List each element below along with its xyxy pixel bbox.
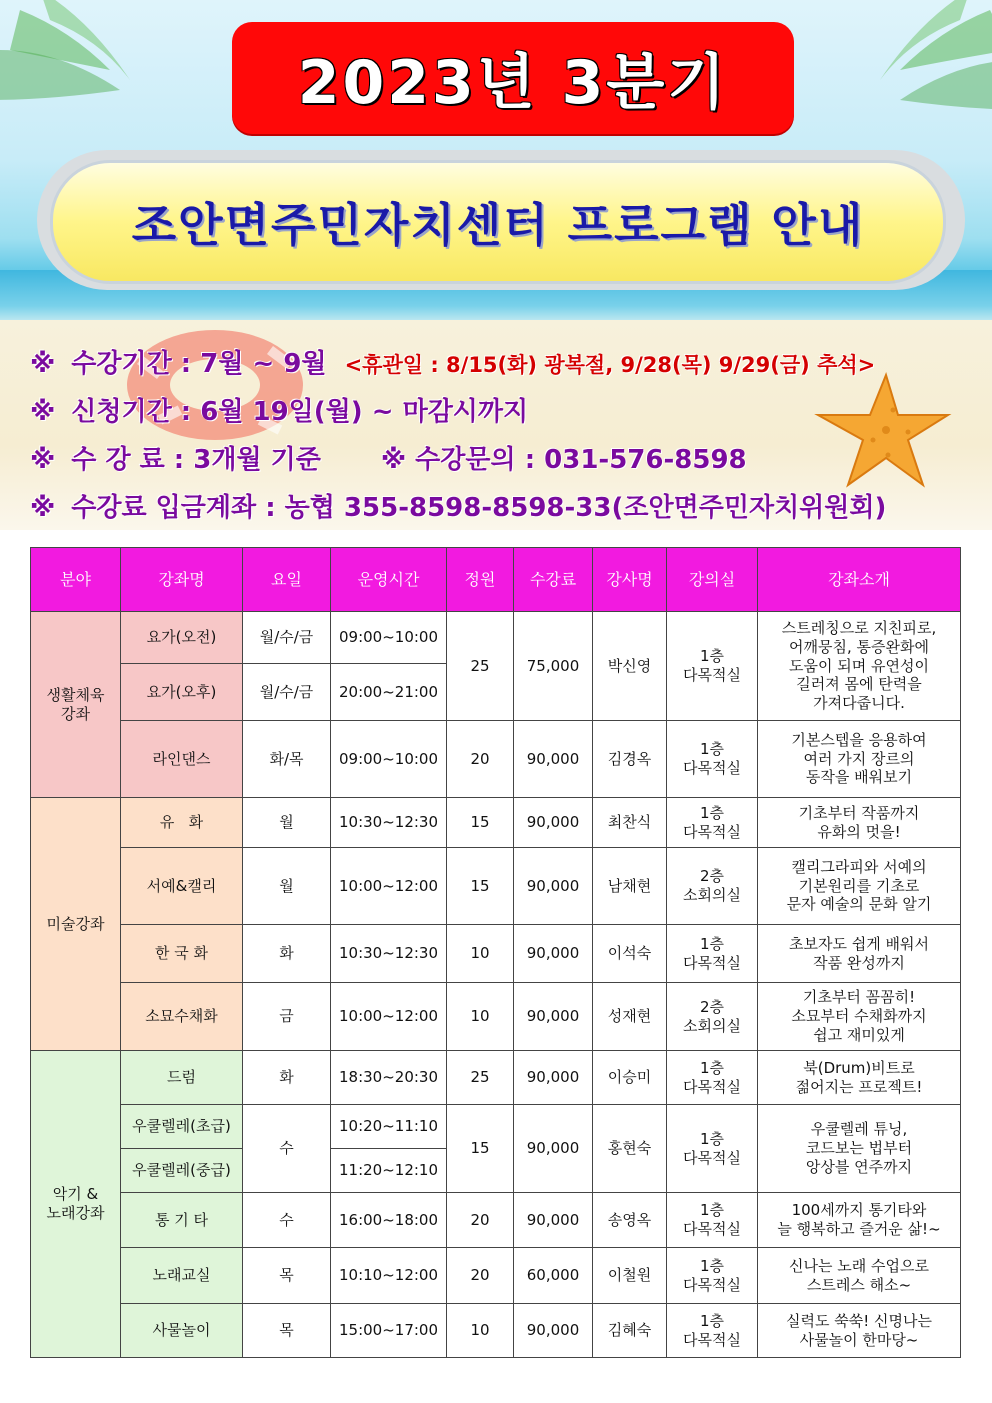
room-name: 다목적실: [683, 953, 741, 972]
desc-line: 길러져 몸에 탄력을: [796, 675, 922, 694]
header-day: 요일: [243, 548, 331, 612]
course-teacher: 이석숙: [593, 925, 667, 983]
account-line: [30, 487, 886, 524]
room-floor: 2층: [699, 867, 725, 886]
category-name: 노래강좌: [46, 1204, 105, 1222]
year-title: 2023년 3분기: [297, 48, 729, 118]
table-row: [31, 848, 961, 925]
course-fee: 90,000: [514, 798, 593, 848]
header-course: 강좌명: [121, 548, 243, 612]
apply-period-line: [30, 391, 528, 428]
course-time: 10:20~11:10: [331, 1105, 447, 1149]
header-category: 분야: [31, 548, 121, 612]
desc-line: 유화의 멋을!: [817, 822, 901, 841]
course-teacher: 성재현: [593, 983, 667, 1051]
course-time: 10:30~12:30: [331, 925, 447, 983]
table-header-row: [31, 548, 961, 612]
course-day: 화/목: [243, 721, 331, 798]
course-room: [667, 1248, 758, 1304]
course-name: 드럼: [121, 1051, 243, 1105]
course-time: 15:00~17:00: [331, 1304, 447, 1358]
room-floor: 2층: [699, 997, 725, 1016]
room-floor: 1층: [699, 934, 725, 953]
palm-tree-icon: [770, 0, 992, 170]
course-fee: 90,000: [514, 925, 593, 983]
reference-mark: ※: [30, 397, 56, 427]
course-capacity: 10: [447, 983, 514, 1051]
course-time: 10:30~12:30: [331, 798, 447, 848]
desc-line: 기초부터 꼼꼼히!: [802, 988, 916, 1007]
course-day: 화: [243, 925, 331, 983]
course-period: 수강기간 : 7월 ~ 9월: [71, 349, 327, 379]
course-capacity: 15: [447, 1105, 514, 1193]
course-time: 10:00~12:00: [331, 983, 447, 1051]
table-row: [31, 1248, 961, 1304]
course-day: 목: [243, 1248, 331, 1304]
room-floor: 1층: [699, 1129, 725, 1148]
desc-line: 스트레스 해소~: [806, 1275, 912, 1294]
desc-line: 늘 행복하고 즐거운 삶!~: [777, 1220, 941, 1238]
course-fee: 90,000: [514, 721, 593, 798]
course-name: 우쿨렐레(초급): [121, 1105, 243, 1149]
desc-line: 우쿨렐레 튜닝,: [810, 1120, 908, 1139]
course-room: [667, 1193, 758, 1248]
course-teacher: 남채현: [593, 848, 667, 925]
room-floor: 1층: [699, 1201, 725, 1220]
category-name: 강좌: [61, 704, 90, 723]
course-time: 20:00~21:00: [331, 664, 447, 721]
course-name: 우쿨렐레(중급): [121, 1149, 243, 1193]
category-cell: [31, 612, 121, 798]
course-name: 통 기 타: [121, 1193, 243, 1248]
table-row: [31, 1304, 961, 1358]
starfish-icon: [798, 370, 958, 490]
course-description: [758, 1105, 961, 1193]
table-row: [31, 1193, 961, 1248]
course-room: [667, 1105, 758, 1193]
course-day: 월/수/금: [243, 612, 331, 664]
course-name: 라인댄스: [121, 721, 243, 798]
course-room: [667, 612, 758, 721]
course-description: [758, 983, 961, 1051]
header-capacity: 정원: [447, 548, 514, 612]
room-name: 다목적실: [683, 666, 741, 684]
desc-line: 앙상블 연주까지: [805, 1157, 913, 1176]
room-floor: 1층: [699, 647, 725, 666]
apply-period: 신청기간 : 6월 19일(월) ~ 마감시까지: [71, 397, 529, 427]
course-fee: 60,000: [514, 1248, 593, 1304]
room-name: 다목적실: [683, 1330, 741, 1349]
course-teacher: 홍현숙: [593, 1105, 667, 1193]
course-capacity: 20: [447, 1193, 514, 1248]
course-room: [667, 798, 758, 848]
course-description: [758, 1304, 961, 1358]
course-fee: 90,000: [514, 1304, 593, 1358]
fee-line: [30, 439, 747, 476]
category-name: 악기 &: [52, 1185, 99, 1204]
course-description: [758, 1051, 961, 1105]
course-teacher: 박신영: [593, 612, 667, 721]
table-row: [31, 798, 961, 848]
room-name: 다목적실: [683, 1077, 741, 1096]
course-time: 18:30~20:30: [331, 1051, 447, 1105]
course-fee: 90,000: [514, 848, 593, 925]
course-capacity: 20: [447, 1248, 514, 1304]
course-time: 09:00~10:00: [331, 612, 447, 664]
room-name: 다목적실: [683, 1275, 741, 1294]
course-time: 10:00~12:00: [331, 848, 447, 925]
desc-line: 캘리그라피와 서예의: [791, 857, 927, 876]
course-teacher: 이철원: [593, 1248, 667, 1304]
course-room: [667, 1051, 758, 1105]
table-row: [31, 1105, 961, 1149]
reference-mark: ※: [30, 349, 56, 379]
course-day: 수: [243, 1105, 331, 1193]
course-description: [758, 925, 961, 983]
table-row: [31, 612, 961, 664]
room-floor: 1층: [699, 1311, 725, 1330]
room-floor: 1층: [699, 1058, 725, 1077]
reference-mark: ※: [30, 445, 56, 475]
course-teacher: 최찬식: [593, 798, 667, 848]
desc-line: 기본원리를 기초로: [798, 876, 920, 895]
course-name: 유 화: [121, 798, 243, 848]
course-name: 소묘수채화: [121, 983, 243, 1051]
holiday-note: <휴관일 : 8/15(화) 광복절, 9/28(목) 9/29(금) 추석>: [344, 353, 876, 377]
course-name: 노래교실: [121, 1248, 243, 1304]
desc-line: 스트레칭으로 지친피로,: [781, 619, 937, 638]
course-period-line: [30, 343, 875, 380]
program-table: [30, 547, 961, 1358]
year-banner: [232, 22, 794, 134]
table-row: [31, 925, 961, 983]
course-capacity: 10: [447, 925, 514, 983]
room-name: 다목적실: [683, 1148, 741, 1167]
course-name: 요가(오후): [121, 664, 243, 721]
bank-account: 수강료 입금계좌 : 농협 355-8598-8598-33(조안면주민자치위원회): [71, 493, 887, 523]
room-name: 소회의실: [683, 886, 741, 904]
course-teacher: 이승미: [593, 1051, 667, 1105]
course-description: [758, 798, 961, 848]
course-capacity: 15: [447, 848, 514, 925]
desc-line: 신나는 노래 수업으로: [789, 1256, 929, 1275]
fee-basis: 수 강 료 : 3개월 기준: [71, 445, 321, 475]
course-fee: 90,000: [514, 1051, 593, 1105]
course-room: [667, 721, 758, 798]
course-fee: 75,000: [514, 612, 593, 721]
course-room: [667, 925, 758, 983]
course-description: [758, 721, 961, 798]
title-banner: [50, 160, 946, 284]
course-teacher: 김혜숙: [593, 1304, 667, 1358]
course-day: 월: [243, 848, 331, 925]
desc-line: 실력도 쑥쑥! 신명나는: [786, 1311, 932, 1330]
category-name: 미술강좌: [46, 914, 105, 933]
room-floor: 1층: [699, 803, 725, 822]
room-name: 다목적실: [683, 759, 741, 777]
inquiry-phone: ※ 수강문의 : 031-576-8598: [380, 445, 747, 475]
course-time: 16:00~18:00: [331, 1193, 447, 1248]
course-day: 월: [243, 798, 331, 848]
header-description: 강좌소개: [758, 548, 961, 612]
course-capacity: 20: [447, 721, 514, 798]
course-time: 11:20~12:10: [331, 1149, 447, 1193]
desc-line: 기본스텝을 응용하여: [791, 730, 927, 749]
swim-ring-icon: [120, 320, 310, 450]
course-fee: 90,000: [514, 1193, 593, 1248]
course-capacity: 15: [447, 798, 514, 848]
course-day: 목: [243, 1304, 331, 1358]
course-name: 서예&캘리: [121, 848, 243, 925]
desc-line: 젊어지는 프로젝트!: [795, 1077, 923, 1096]
header-room: 강의실: [667, 548, 758, 612]
course-capacity: 10: [447, 1304, 514, 1358]
header-teacher: 강사명: [593, 548, 667, 612]
course-teacher: 송영옥: [593, 1193, 667, 1248]
room-floor: 1층: [699, 740, 725, 759]
course-time: 09:00~10:00: [331, 721, 447, 798]
course-description: [758, 848, 961, 925]
course-name: 한 국 화: [121, 925, 243, 983]
room-name: 다목적실: [683, 1220, 741, 1238]
category-cell: [31, 1051, 121, 1358]
desc-line: 쉽고 재미있게: [813, 1025, 905, 1044]
desc-line: 코드보는 법부터: [805, 1139, 913, 1158]
category-cell: [31, 798, 121, 1051]
desc-line: 기초부터 작품까지: [798, 803, 920, 822]
palm-tree-icon: [0, 0, 240, 170]
table-row: [31, 1051, 961, 1105]
course-fee: 90,000: [514, 983, 593, 1051]
desc-line: 동작을 배워보기: [805, 768, 913, 787]
desc-line: 사물놀이 한마당~: [799, 1330, 919, 1349]
course-capacity: 25: [447, 1051, 514, 1105]
course-teacher: 김경옥: [593, 721, 667, 798]
course-description: [758, 1248, 961, 1304]
room-name: 다목적실: [683, 822, 741, 841]
course-day: 화: [243, 1051, 331, 1105]
course-room: [667, 1304, 758, 1358]
course-room: [667, 983, 758, 1051]
course-name: 요가(오전): [121, 612, 243, 664]
course-day: 월/수/금: [243, 664, 331, 721]
course-time: 10:10~12:00: [331, 1248, 447, 1304]
room-name: 소회의실: [683, 1016, 741, 1035]
desc-line: 100세까지 통기타와: [791, 1201, 927, 1220]
desc-line: 작품 완성까지: [813, 953, 905, 972]
center-title: 조안면주민자치센터 프로그램 안내: [131, 198, 865, 252]
desc-line: 초보자도 쉽게 배워서: [789, 934, 929, 953]
desc-line: 문자 예술의 문화 알기: [786, 895, 932, 914]
course-room: [667, 848, 758, 925]
header-time: 운영시간: [331, 548, 447, 612]
course-description: [758, 1193, 961, 1248]
course-capacity: 25: [447, 612, 514, 721]
course-description: [758, 612, 961, 721]
desc-line: 도움이 되며 유연성이: [789, 656, 929, 675]
desc-line: 북(Drum)비트로: [803, 1058, 915, 1077]
header-fee: 수강료: [514, 548, 593, 612]
course-day: 수: [243, 1193, 331, 1248]
category-name: 생활체육: [46, 685, 105, 704]
desc-line: 소묘부터 수채화까지: [791, 1007, 927, 1026]
desc-line: 어깨뭉침, 통증완화에: [789, 637, 929, 656]
table-row: [31, 983, 961, 1051]
reference-mark: ※: [30, 493, 56, 523]
room-floor: 1층: [699, 1256, 725, 1275]
desc-line: 가져다줍니다.: [813, 694, 905, 713]
desc-line: 여러 가지 장르의: [803, 749, 915, 768]
course-name: 사물놀이: [121, 1304, 243, 1358]
course-fee: 90,000: [514, 1105, 593, 1193]
course-day: 금: [243, 983, 331, 1051]
table-row: [31, 721, 961, 798]
